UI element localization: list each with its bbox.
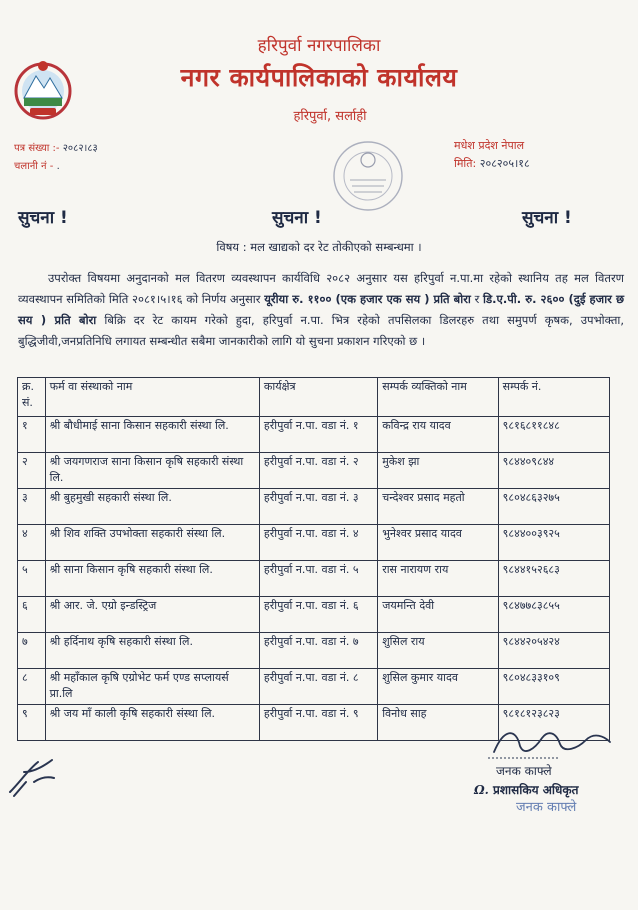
cell-contact-number: ९८०४८३३१०९ (498, 669, 609, 705)
cell-contact-person: कविन्द्र राय यादव (378, 417, 498, 453)
letter-number (14, 140, 98, 154)
cell-firm-name: श्री शिव शक्ति उपभोक्ता सहकारी संस्था लि. (45, 525, 259, 561)
notice-heading-right: सुचना ! (522, 208, 572, 228)
cell-work-area: हरीपुर्वा न.पा. वडा नं. १ (259, 417, 377, 453)
cell-serial: ४ (18, 525, 46, 561)
cell-serial: ८ (18, 669, 46, 705)
signature-icon (486, 722, 616, 764)
table-row (18, 489, 610, 525)
col-serial: क्र. सं. (18, 378, 46, 417)
cell-firm-name: श्री महाँकाल कृषि एग्रोभेट फर्म एण्ड सप्लायर्स प्रा.लि (45, 669, 259, 705)
cell-contact-number: ९८१६८११८४८ (498, 417, 609, 453)
cell-work-area: हरीपुर्वा न.पा. वडा नं. ८ (259, 669, 377, 705)
dealer-table (17, 377, 610, 741)
cell-serial: २ (18, 453, 46, 489)
cell-contact-number: ९८४४०९८४४ (498, 453, 609, 489)
dap-rate: डि.ए.पी. रु. २६०० (दुई हजार छ सय ) प्रति बोरा (18, 292, 625, 327)
cell-firm-name: श्री जय माँ काली कृषि सहकारी संस्था लि. (45, 705, 259, 741)
cell-contact-person: चन्देश्वर प्रसाद महतो (378, 489, 498, 525)
cell-contact-person: शुसिल कुमार यादव (378, 669, 498, 705)
cell-firm-name: श्री हर्दिनाथ कृषि सहकारी संस्था लि. (45, 633, 259, 669)
table-row (18, 597, 610, 633)
cell-work-area: हरीपुर्वा न.पा. वडा नं. ७ (259, 633, 377, 669)
cell-firm-name: श्री साना किसान कृषि सहकारी संस्था लि. (45, 561, 259, 597)
office-title: नगर कार्यपालिकाको कार्यालय (180, 63, 458, 92)
date-label: मिति: (454, 157, 477, 170)
cell-contact-number: ९८४४००३९२५ (498, 525, 609, 561)
cell-work-area: हरीपुर्वा न.पा. वडा नं. ४ (259, 525, 377, 561)
table-row (18, 417, 610, 453)
handwritten-initials-icon (4, 752, 74, 802)
body-text-2: र (470, 292, 484, 306)
cell-contact-number: ९८०४८६३२७५ (498, 489, 609, 525)
province-name: मधेश प्रदेश नेपाल (454, 139, 525, 152)
cell-serial: ७ (18, 633, 46, 669)
notice-heading-left: सुचना ! (18, 208, 68, 228)
cell-firm-name: श्री जयगणराज साना किसान कृषि सहकारी संस्था लि. (45, 453, 259, 489)
col-work-area: कार्यक्षेत्र (259, 378, 377, 417)
cell-work-area: हरीपुर्वा न.पा. वडा नं. ६ (259, 597, 377, 633)
notice-body (18, 268, 624, 352)
cell-serial: ५ (18, 561, 46, 597)
table-header-row (18, 378, 610, 417)
dispatch-number-value: . (56, 161, 60, 172)
cell-contact-person: विनोध साह (378, 705, 498, 741)
body-text-3: बिक्रि दर रेट कायम गरेको हुदा, हरिपुर्वा न.पा. भित्र रहेको तपसिलका डिलरहरु तथा समुपर्ण कृषक, उपभोक्ता, बुद्धिजीवी,जनप्रतिनिधि लगायत सम्बन्धीत सबैमा जानकारीको लागि यो सुचना प्रकाशन गरिएको छ । (18, 313, 625, 348)
cell-contact-number: ९८४४१५२६८३ (498, 561, 609, 597)
table-row (18, 669, 610, 705)
cell-contact-person: मुकेश झा (378, 453, 498, 489)
officer-designation-text: प्रशासकिय अधिकृत (493, 783, 579, 797)
notice-heading-center: सुचना ! (272, 208, 322, 228)
cell-firm-name: श्री बुहमुखी सहकारी संस्था लि. (45, 489, 259, 525)
col-contact-number: सम्पर्क नं. (498, 378, 609, 417)
cell-contact-person: भुनेश्वर प्रसाद यादव (378, 525, 498, 561)
dispatch-number (14, 158, 60, 172)
letter-date (454, 156, 530, 171)
cell-contact-person: शुसिल राय (378, 633, 498, 669)
letter-number-value: २०८२।८३ (62, 143, 98, 154)
cell-contact-number: ९८४४२०५४२४ (498, 633, 609, 669)
officer-name: जनक काफ्ले (496, 764, 552, 778)
dispatch-number-label: चलानी नं - (14, 161, 54, 172)
letter-number-label: पत्र संख्या :- (14, 143, 60, 154)
table-row (18, 561, 610, 597)
cell-serial: ९ (18, 705, 46, 741)
cell-work-area: हरीपुर्वा न.पा. वडा नं. २ (259, 453, 377, 489)
cell-firm-name: श्री बौधीमाई साना किसान सहकारी संस्था लि. (45, 417, 259, 453)
cell-work-area: हरीपुर्वा न.पा. वडा नं. ९ (259, 705, 377, 741)
municipality-name: हरिपुर्वा नगरपालिका (257, 36, 381, 56)
cell-work-area: हरीपुर्वा न.पा. वडा नं. ५ (259, 561, 377, 597)
office-stamp-icon (322, 136, 414, 216)
cell-contact-number: ९८४७७८३८५५ (498, 597, 609, 633)
office-address: हरिपुर्वा, सर्लाही (293, 109, 367, 124)
officer-name-stamp: जनक काफ्ले (516, 800, 577, 815)
table-row (18, 453, 610, 489)
body-text-1: उपरोक्त विषयमा अनुदानको मल वितरण व्यवस्थापन कार्यविधि २०८२ अनुसार यस हरिपुर्वा न.पा.मा रहेको स्थानिय तह मल वितरण व्यवस्थापन समितिको मिति २०८१।५।१६ को निर्णय अनुसार (18, 271, 624, 306)
cell-work-area: हरीपुर्वा न.पा. वडा नं. ३ (259, 489, 377, 525)
cell-contact-number: ९८१८१२३८२३ (498, 705, 609, 741)
cell-contact-person: रास नारायण राय (378, 561, 498, 597)
cell-contact-person: जयमन्ति देवी (378, 597, 498, 633)
officer-designation: Ω. प्रशासकिय अधिकृत (474, 783, 579, 797)
cell-serial: १ (18, 417, 46, 453)
table-row (18, 633, 610, 669)
table-row (18, 525, 610, 561)
cell-serial: ६ (18, 597, 46, 633)
col-firm-name: फर्म वा संस्थाको नाम (45, 378, 259, 417)
col-contact-person: सम्पर्क व्यक्तिको नाम (378, 378, 498, 417)
cell-serial: ३ (18, 489, 46, 525)
date-value: २०८२०५।१८ (479, 157, 530, 170)
cell-firm-name: श्री आर. जे. एग्रो इन्डस्ट्रिज (45, 597, 259, 633)
notice-subject: विषय : मल खाद्यको दर रेट तोकीएको सम्बन्धमा । (216, 240, 422, 254)
urea-rate: यूरीया रु. ११०० (एक हजार एक सय ) प्रति बोरा (264, 292, 471, 306)
